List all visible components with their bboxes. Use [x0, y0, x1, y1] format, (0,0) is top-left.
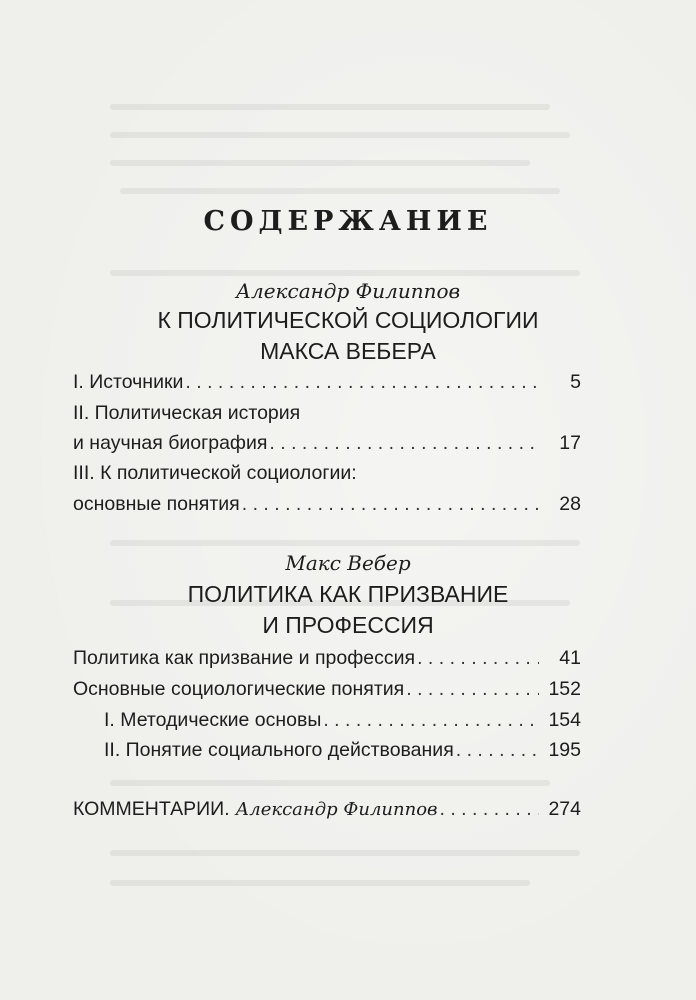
toc-page-number: 154 — [548, 709, 581, 731]
toc-entry[interactable] — [73, 678, 581, 701]
show-through-line — [110, 132, 570, 138]
toc-page-number: 274 — [548, 798, 581, 820]
toc-page-number: 195 — [548, 739, 581, 761]
toc-leader-dots — [185, 371, 539, 394]
toc-page-number: 17 — [559, 432, 581, 454]
toc-leader-dots — [456, 739, 539, 762]
show-through-line — [110, 104, 550, 110]
section2-title-line2: И ПРОФЕССИЯ — [262, 612, 434, 638]
toc-page-number: 41 — [559, 647, 581, 669]
toc-leader-dots — [406, 678, 539, 701]
toc-page-number: 5 — [570, 371, 581, 393]
section1-author: Александр Филиппов — [235, 279, 461, 303]
toc-leader-dots — [269, 432, 539, 455]
show-through-line — [110, 780, 550, 786]
toc-entry-label-line2: и научная биография — [73, 432, 268, 454]
toc-entry-commentary[interactable] — [73, 798, 581, 821]
toc-entry-label: I. Источники — [73, 371, 184, 393]
page-title: СОДЕРЖАНИЕ — [203, 206, 493, 237]
toc-entry-label: I. Методические основы — [104, 709, 322, 731]
show-through-line — [110, 160, 530, 166]
section2-author: Макс Вебер — [285, 551, 411, 575]
toc-subentry[interactable] — [104, 709, 581, 732]
toc-entry[interactable] — [73, 493, 581, 516]
toc-entry[interactable] — [73, 432, 581, 455]
show-through-line — [110, 850, 580, 856]
section1-title-line2: МАКСА ВЕБЕРА — [260, 338, 436, 364]
toc-page-number: 28 — [559, 493, 581, 515]
toc-entry-label: II. Понятие социального действования — [104, 739, 454, 761]
toc-leader-dots — [440, 798, 539, 821]
toc-subentry[interactable] — [104, 739, 581, 762]
toc-entry-label: Политика как призвание и профессия — [73, 647, 416, 669]
section1-title-line1: К ПОЛИТИЧЕСКОЙ СОЦИОЛОГИИ — [157, 307, 539, 333]
section2-title-line1: ПОЛИТИКА КАК ПРИЗВАНИЕ — [187, 581, 509, 607]
toc-entry-label-line2: основные понятия — [73, 493, 240, 515]
toc-entry-label: КОММЕНТАРИИ. — [73, 798, 230, 820]
toc-page-number: 152 — [548, 678, 581, 700]
show-through-line — [110, 880, 530, 886]
toc-entry[interactable] — [73, 647, 581, 670]
toc-leader-dots — [417, 647, 539, 670]
toc-entry[interactable] — [73, 371, 581, 394]
show-through-line — [110, 540, 580, 546]
toc-entry-label-line1: III. К политической социологии: — [73, 462, 357, 484]
toc-entry-label-line1: II. Политическая история — [73, 402, 301, 424]
commentary-author: Александр Филиппов — [235, 799, 438, 820]
show-through-line — [110, 270, 580, 276]
show-through-line — [120, 188, 560, 194]
toc-leader-dots — [323, 709, 539, 732]
toc-leader-dots — [242, 493, 539, 516]
toc-entry-label: Основные социологические понятия — [73, 678, 405, 700]
